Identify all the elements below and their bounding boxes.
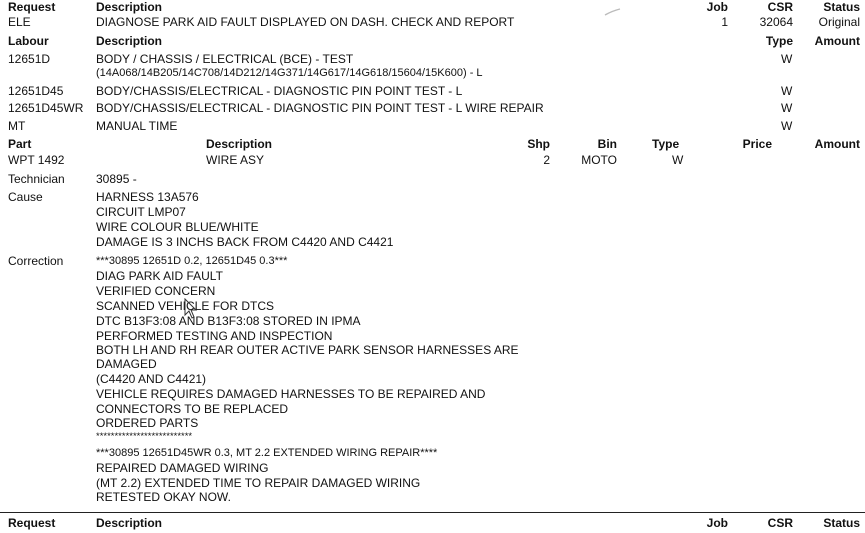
correction-line: SCANNED VEHICLE FOR DTCS	[96, 299, 275, 313]
status-header: Status	[823, 0, 860, 14]
labour-type: W	[781, 52, 793, 66]
footer-status-label: Status	[823, 516, 860, 530]
part-type: W	[672, 153, 684, 167]
correction-line: DAMAGED	[96, 357, 157, 371]
cause-line: HARNESS 13A576	[96, 190, 199, 204]
shp-header: Shp	[527, 137, 550, 151]
part-description: WIRE ASY	[206, 153, 265, 167]
labour-code: MT	[8, 119, 26, 133]
footer-request-label: Request	[8, 516, 56, 530]
footer-divider	[0, 512, 865, 513]
request-description-header: Description	[96, 0, 163, 14]
correction-line: DTC B13F3:08 AND B13F3:08 STORED IN IPMA	[96, 314, 361, 328]
part-number: WPT 1492	[8, 153, 65, 167]
csr-number: 32064	[759, 15, 793, 29]
footer-description-label: Description	[96, 516, 163, 530]
labour-type: W	[781, 101, 793, 115]
part-header-label: Part	[8, 137, 32, 151]
correction-line: BOTH LH AND RH REAR OUTER ACTIVE PARK SENSOR HARNESSES ARE	[96, 343, 519, 357]
cause-line: CIRCUIT LMP07	[96, 205, 186, 219]
request-code: ELE	[8, 15, 31, 29]
status-value: Original	[818, 15, 860, 29]
labour-description: MANUAL TIME	[96, 119, 178, 133]
part-bin: MOTO	[581, 153, 617, 167]
correction-label: Correction	[8, 254, 64, 268]
labour-type: W	[781, 119, 793, 133]
technician-value: 30895 -	[96, 172, 137, 186]
correction-line: PERFORMED TESTING AND INSPECTION	[96, 329, 333, 343]
correction-line: DIAG PARK AID FAULT	[96, 269, 223, 283]
labour-description: BODY/CHASSIS/ELECTRICAL - DIAGNOSTIC PIN POINT TEST - L WIRE REPAIR	[96, 101, 544, 115]
labour-type: W	[781, 84, 793, 98]
labour-description: BODY / CHASSIS / ELECTRICAL (BCE) - TEST	[96, 52, 354, 66]
correction-line: RETESTED OKAY NOW.	[96, 490, 231, 504]
correction-line: VERIFIED CONCERN	[96, 284, 216, 298]
labour-code: 12651D	[8, 52, 51, 66]
request-description: DIAGNOSE PARK AID FAULT DISPLAYED ON DASH. CHECK AND REPORT	[96, 15, 515, 29]
correction-line: REPAIRED DAMAGED WIRING	[96, 461, 269, 475]
correction-line: ***30895 12651D45WR 0.3, MT 2.2 EXTENDED WIRING REPAIR****	[96, 447, 438, 459]
job-number: 1	[721, 15, 728, 29]
bin-header: Bin	[597, 137, 617, 151]
part-description-header: Description	[206, 137, 273, 151]
cause-line: DAMAGE IS 3 INCHS BACK FROM C4420 AND C4421	[96, 235, 394, 249]
part-shp: 2	[543, 153, 550, 167]
correction-line: (C4420 AND C4421)	[96, 372, 207, 386]
labour-type-header: Type	[765, 34, 793, 48]
correction-line: VEHICLE REQUIRES DAMAGED HARNESSES TO BE REPAIRED AND	[96, 387, 486, 401]
csr-header: CSR	[767, 0, 793, 14]
footer-job-label: Job	[706, 516, 728, 530]
cause-line: WIRE COLOUR BLUE/WHITE	[96, 220, 259, 234]
correction-line: (MT 2.2) EXTENDED TIME TO REPAIR DAMAGED WIRING	[96, 476, 421, 490]
part-amount-header: Amount	[814, 137, 860, 151]
labour-amount-header: Amount	[814, 34, 860, 48]
job-header: Job	[706, 0, 728, 14]
pen-mark-icon	[604, 7, 622, 17]
cursor-icon	[184, 298, 198, 320]
labour-description-header: Description	[96, 34, 163, 48]
footer-csr-label: CSR	[767, 516, 793, 530]
request-header-label: Request	[8, 0, 56, 14]
cause-label: Cause	[8, 190, 43, 204]
correction-line: ORDERED PARTS	[96, 416, 199, 430]
correction-separator: **************************	[96, 431, 193, 442]
labour-code: 12651D45WR	[8, 101, 84, 115]
technician-label: Technician	[8, 172, 65, 186]
labour-header-label: Labour	[8, 34, 49, 48]
correction-line: ***30895 12651D 0.2, 12651D45 0.3***	[96, 255, 288, 267]
price-header: Price	[742, 137, 772, 151]
labour-code: 12651D45	[8, 84, 64, 98]
correction-line: CONNECTORS TO BE REPLACED	[96, 402, 289, 416]
labour-description: BODY/CHASSIS/ELECTRICAL - DIAGNOSTIC PIN POINT TEST - L	[96, 84, 463, 98]
part-type-header: Type	[652, 137, 680, 151]
labour-description-continued: (14A068/14B205/14C708/14D212/14G371/14G617/14G618/15604/15K600) - L	[96, 67, 483, 79]
